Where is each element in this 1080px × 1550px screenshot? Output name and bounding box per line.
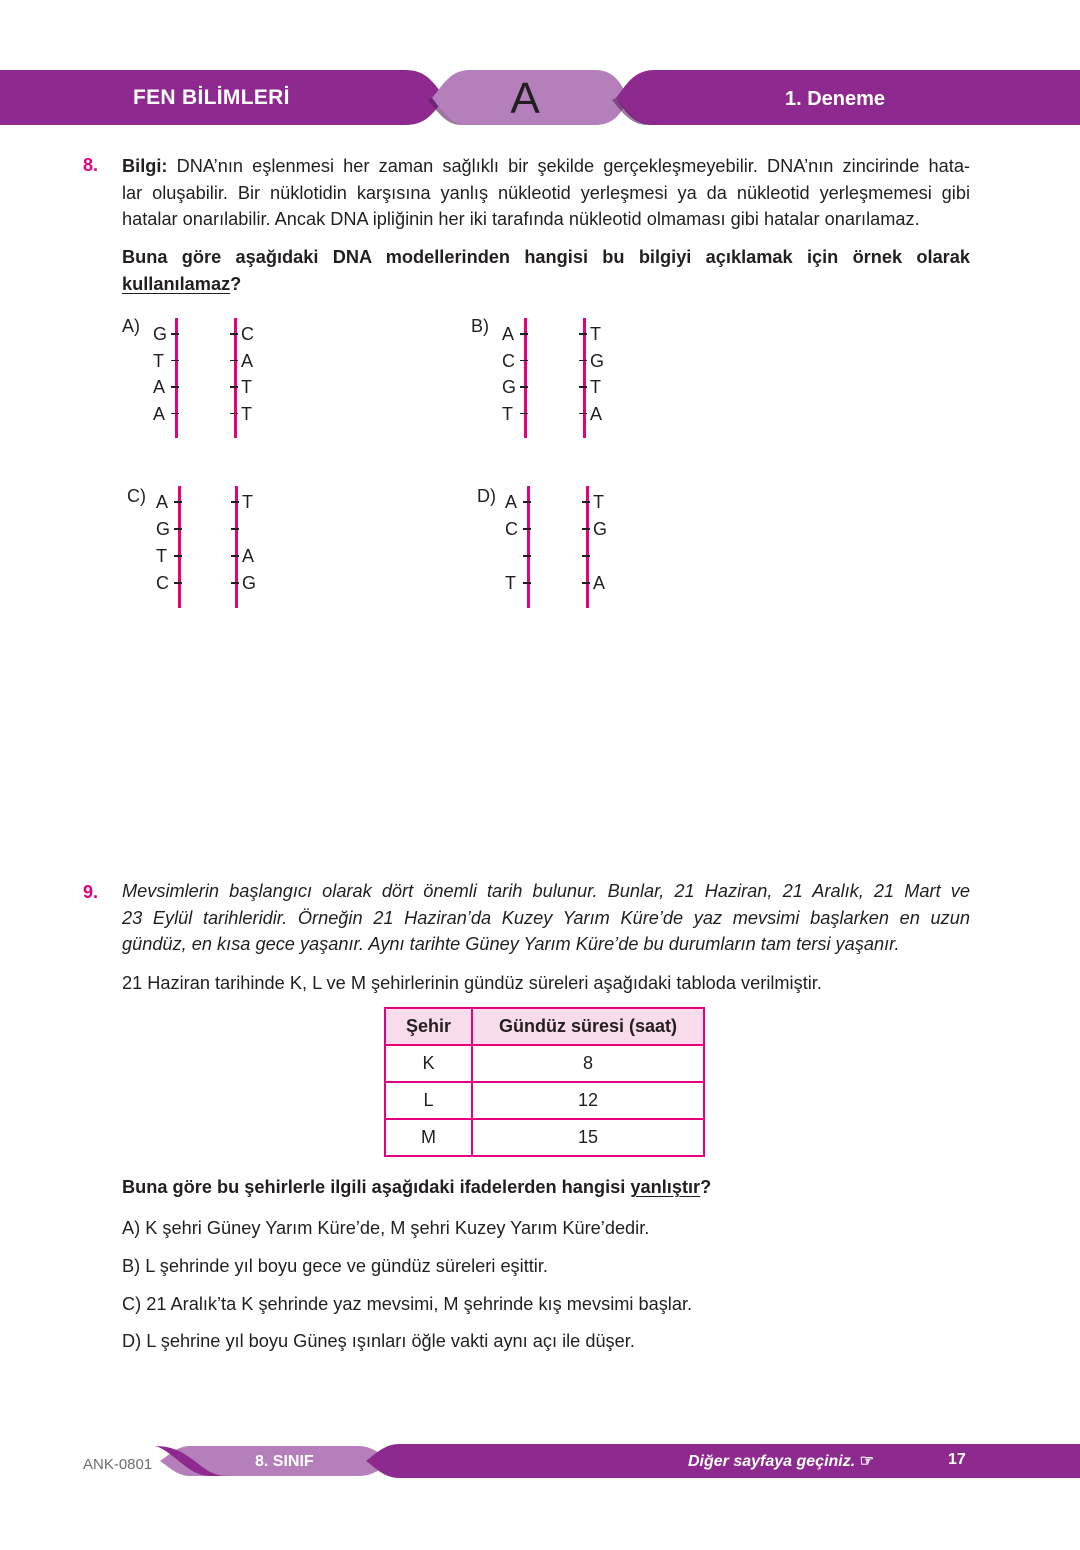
table-header-row: [385, 1008, 704, 1045]
question-8-mark: ?: [230, 273, 242, 294]
table-row: [385, 1119, 704, 1156]
right-base: A: [593, 573, 606, 593]
question-8-number: 8.: [83, 155, 99, 175]
strand-tick: [230, 413, 238, 415]
strand-tick: [579, 360, 587, 362]
question-8-info: [122, 153, 970, 233]
info-line-1: DNA’nın eşlenmesi her zaman sağlıklı bir şekilde gerçekleşmeyebilir. DNA’nın zincirinde hata-: [176, 156, 970, 176]
left-base: C: [505, 519, 518, 539]
footer-banner: [0, 1442, 1080, 1480]
right-base: G: [590, 350, 605, 371]
right-base: C: [241, 324, 254, 344]
question-8-underlined: kullanılamaz: [122, 273, 231, 294]
left-base: A: [153, 377, 166, 397]
table-cell-hours: 12: [472, 1082, 704, 1119]
choice-d[interactable]: D) L şehrine yıl boyu Güneş ışınları öğle vakti aynı açı ile düşer.: [122, 1331, 635, 1351]
strand-tick: [231, 555, 239, 557]
table-header-city: Şehir: [385, 1008, 472, 1045]
page-number: 17: [948, 1451, 966, 1468]
strand-tick: [174, 528, 182, 530]
table-row: [385, 1082, 704, 1119]
strand-tick: [582, 582, 590, 584]
question-9-number: 9.: [83, 882, 99, 902]
next-page-text: Diğer sayfaya geçiniz.: [688, 1453, 856, 1470]
strand-tick: [523, 501, 531, 503]
table-header-daylight: Gündüz süresi (saat): [472, 1008, 704, 1045]
strand-tick: [171, 360, 179, 362]
strand-tick: [520, 386, 528, 388]
strand-tick: [231, 528, 239, 530]
left-base: A: [502, 324, 515, 344]
strand-tick: [171, 413, 179, 415]
left-strand: [527, 486, 530, 608]
left-base: G: [156, 519, 171, 539]
right-base: A: [242, 546, 255, 566]
left-base: C: [156, 573, 169, 593]
strand-tick: [582, 501, 590, 503]
right-base: T: [593, 492, 604, 512]
table-cell-city: M: [385, 1119, 472, 1156]
exam-title: 1. Deneme: [785, 88, 886, 110]
left-base: T: [156, 546, 167, 566]
info-label: Bilgi:: [122, 156, 168, 176]
strand-tick: [520, 333, 528, 335]
strand-tick: [579, 413, 587, 415]
strand-tick: [230, 333, 238, 335]
strand-tick: [523, 528, 531, 530]
right-strand: [586, 486, 589, 608]
strand-tick: [171, 386, 179, 388]
left-base: G: [153, 324, 168, 344]
left-base: A: [156, 492, 169, 512]
left-strand: [178, 486, 181, 608]
table-cell-city: L: [385, 1082, 472, 1119]
strand-tick: [520, 360, 528, 362]
strand-tick: [582, 555, 590, 557]
question-9-underlined: yanlıştır: [630, 1177, 701, 1197]
subject-title: FEN BİLİMLERİ: [133, 86, 290, 109]
left-base: G: [502, 377, 517, 397]
strand-tick: [171, 333, 179, 335]
info-line-3: hatalar onarılabilir. Ancak DNA ipliğinin her iki tarafında nükleotid olmaması gibi hatalar onarılamaz.: [122, 209, 920, 229]
table-intro: 21 Haziran tarihinde K, L ve M şehirlerinin gündüz süreleri aşağıdaki tabloda verilmiştir.: [122, 973, 822, 993]
pointing-hand-icon: ☞: [859, 1453, 874, 1470]
question-9-stem: [122, 1174, 970, 1201]
table-cell-city: K: [385, 1045, 472, 1082]
right-strand: [235, 486, 238, 608]
question-9-intro: [122, 878, 970, 958]
strand-tick: [174, 501, 182, 503]
intro-line-1: Mevsimlerin başlangıcı olarak dört önemli tarih bulunur. Bunlar, 21 Haziran, 21 Aralık, 21 Mart ve: [122, 881, 970, 901]
left-strand: [175, 318, 178, 438]
right-base: G: [242, 573, 257, 593]
question-8-stem-main: Buna göre aşağıdaki DNA modellerinden hangisi bu bilgiyi açıklamak için örnek olarak: [122, 247, 970, 267]
question-8-stem: [122, 244, 970, 297]
intro-line-2: 23 Eylül tarihleridir. Örneğin 21 Haziran’da Kuzey Yarım Küre’de yaz mevsimi başlarken en uzun: [122, 907, 970, 928]
strand-tick: [174, 582, 182, 584]
right-base: G: [593, 519, 608, 539]
strand-tick: [520, 413, 528, 415]
strand-tick: [579, 333, 587, 335]
left-base: T: [505, 573, 516, 593]
table-row: [385, 1045, 704, 1082]
strand-tick: [231, 501, 239, 503]
table-cell-hours: 8: [472, 1045, 704, 1082]
option-label: C): [127, 486, 146, 506]
left-base: A: [505, 492, 518, 512]
choice-c[interactable]: C) 21 Aralık’ta K şehrinde yaz mevsimi, M şehrinde kış mevsimi başlar.: [122, 1294, 693, 1314]
booklet-code: ANK-0801: [83, 1456, 153, 1473]
choice-b[interactable]: B) L şehrinde yıl boyu gece ve gündüz süreleri eşittir.: [122, 1256, 548, 1276]
strand-tick: [582, 528, 590, 530]
right-base: T: [590, 377, 601, 397]
right-strand: [583, 318, 586, 438]
option-label: B): [471, 316, 489, 336]
left-base: A: [153, 403, 166, 424]
option-label: A): [122, 316, 140, 336]
right-base: A: [241, 350, 254, 371]
left-base: T: [153, 350, 164, 371]
left-strand: [524, 318, 527, 438]
grade-label: 8. SINIF: [255, 1453, 314, 1470]
right-base: T: [242, 492, 253, 512]
option-label: D): [477, 486, 496, 506]
intro-line-3: gündüz, en kısa gece yaşanır. Aynı tarihte Güney Yarım Küre’de bu durumların tam tersi yaşanır.: [122, 934, 900, 954]
strand-tick: [230, 386, 238, 388]
strand-tick: [174, 555, 182, 557]
info-line-2: lar oluşabilir. Bir nüklotidin karşısına yanlış nükleotid yerleşmesi ya da nükleotid yerleşmemesi gibi: [122, 182, 970, 203]
left-base: C: [502, 350, 515, 371]
right-base: T: [590, 324, 601, 344]
right-base: T: [241, 403, 252, 424]
next-page-note: [688, 1451, 874, 1471]
table-cell-hours: 15: [472, 1119, 704, 1156]
strand-tick: [230, 360, 238, 362]
question-9-stem-main: Buna göre bu şehirlerle ilgili aşağıdaki ifadelerden hangisi: [122, 1177, 631, 1197]
right-strand: [234, 318, 237, 438]
choice-a[interactable]: A) K şehri Güney Yarım Küre’de, M şehri Kuzey Yarım Küre’dedir.: [122, 1218, 650, 1238]
strand-tick: [523, 582, 531, 584]
right-base: A: [590, 403, 603, 424]
strand-tick: [231, 582, 239, 584]
left-base: T: [502, 403, 513, 424]
booklet-letter: A: [510, 74, 540, 123]
strand-tick: [579, 386, 587, 388]
question-9-mark: ?: [700, 1177, 712, 1197]
strand-tick: [523, 555, 531, 557]
right-base: T: [241, 377, 252, 397]
daylight-table: [384, 1007, 705, 1157]
